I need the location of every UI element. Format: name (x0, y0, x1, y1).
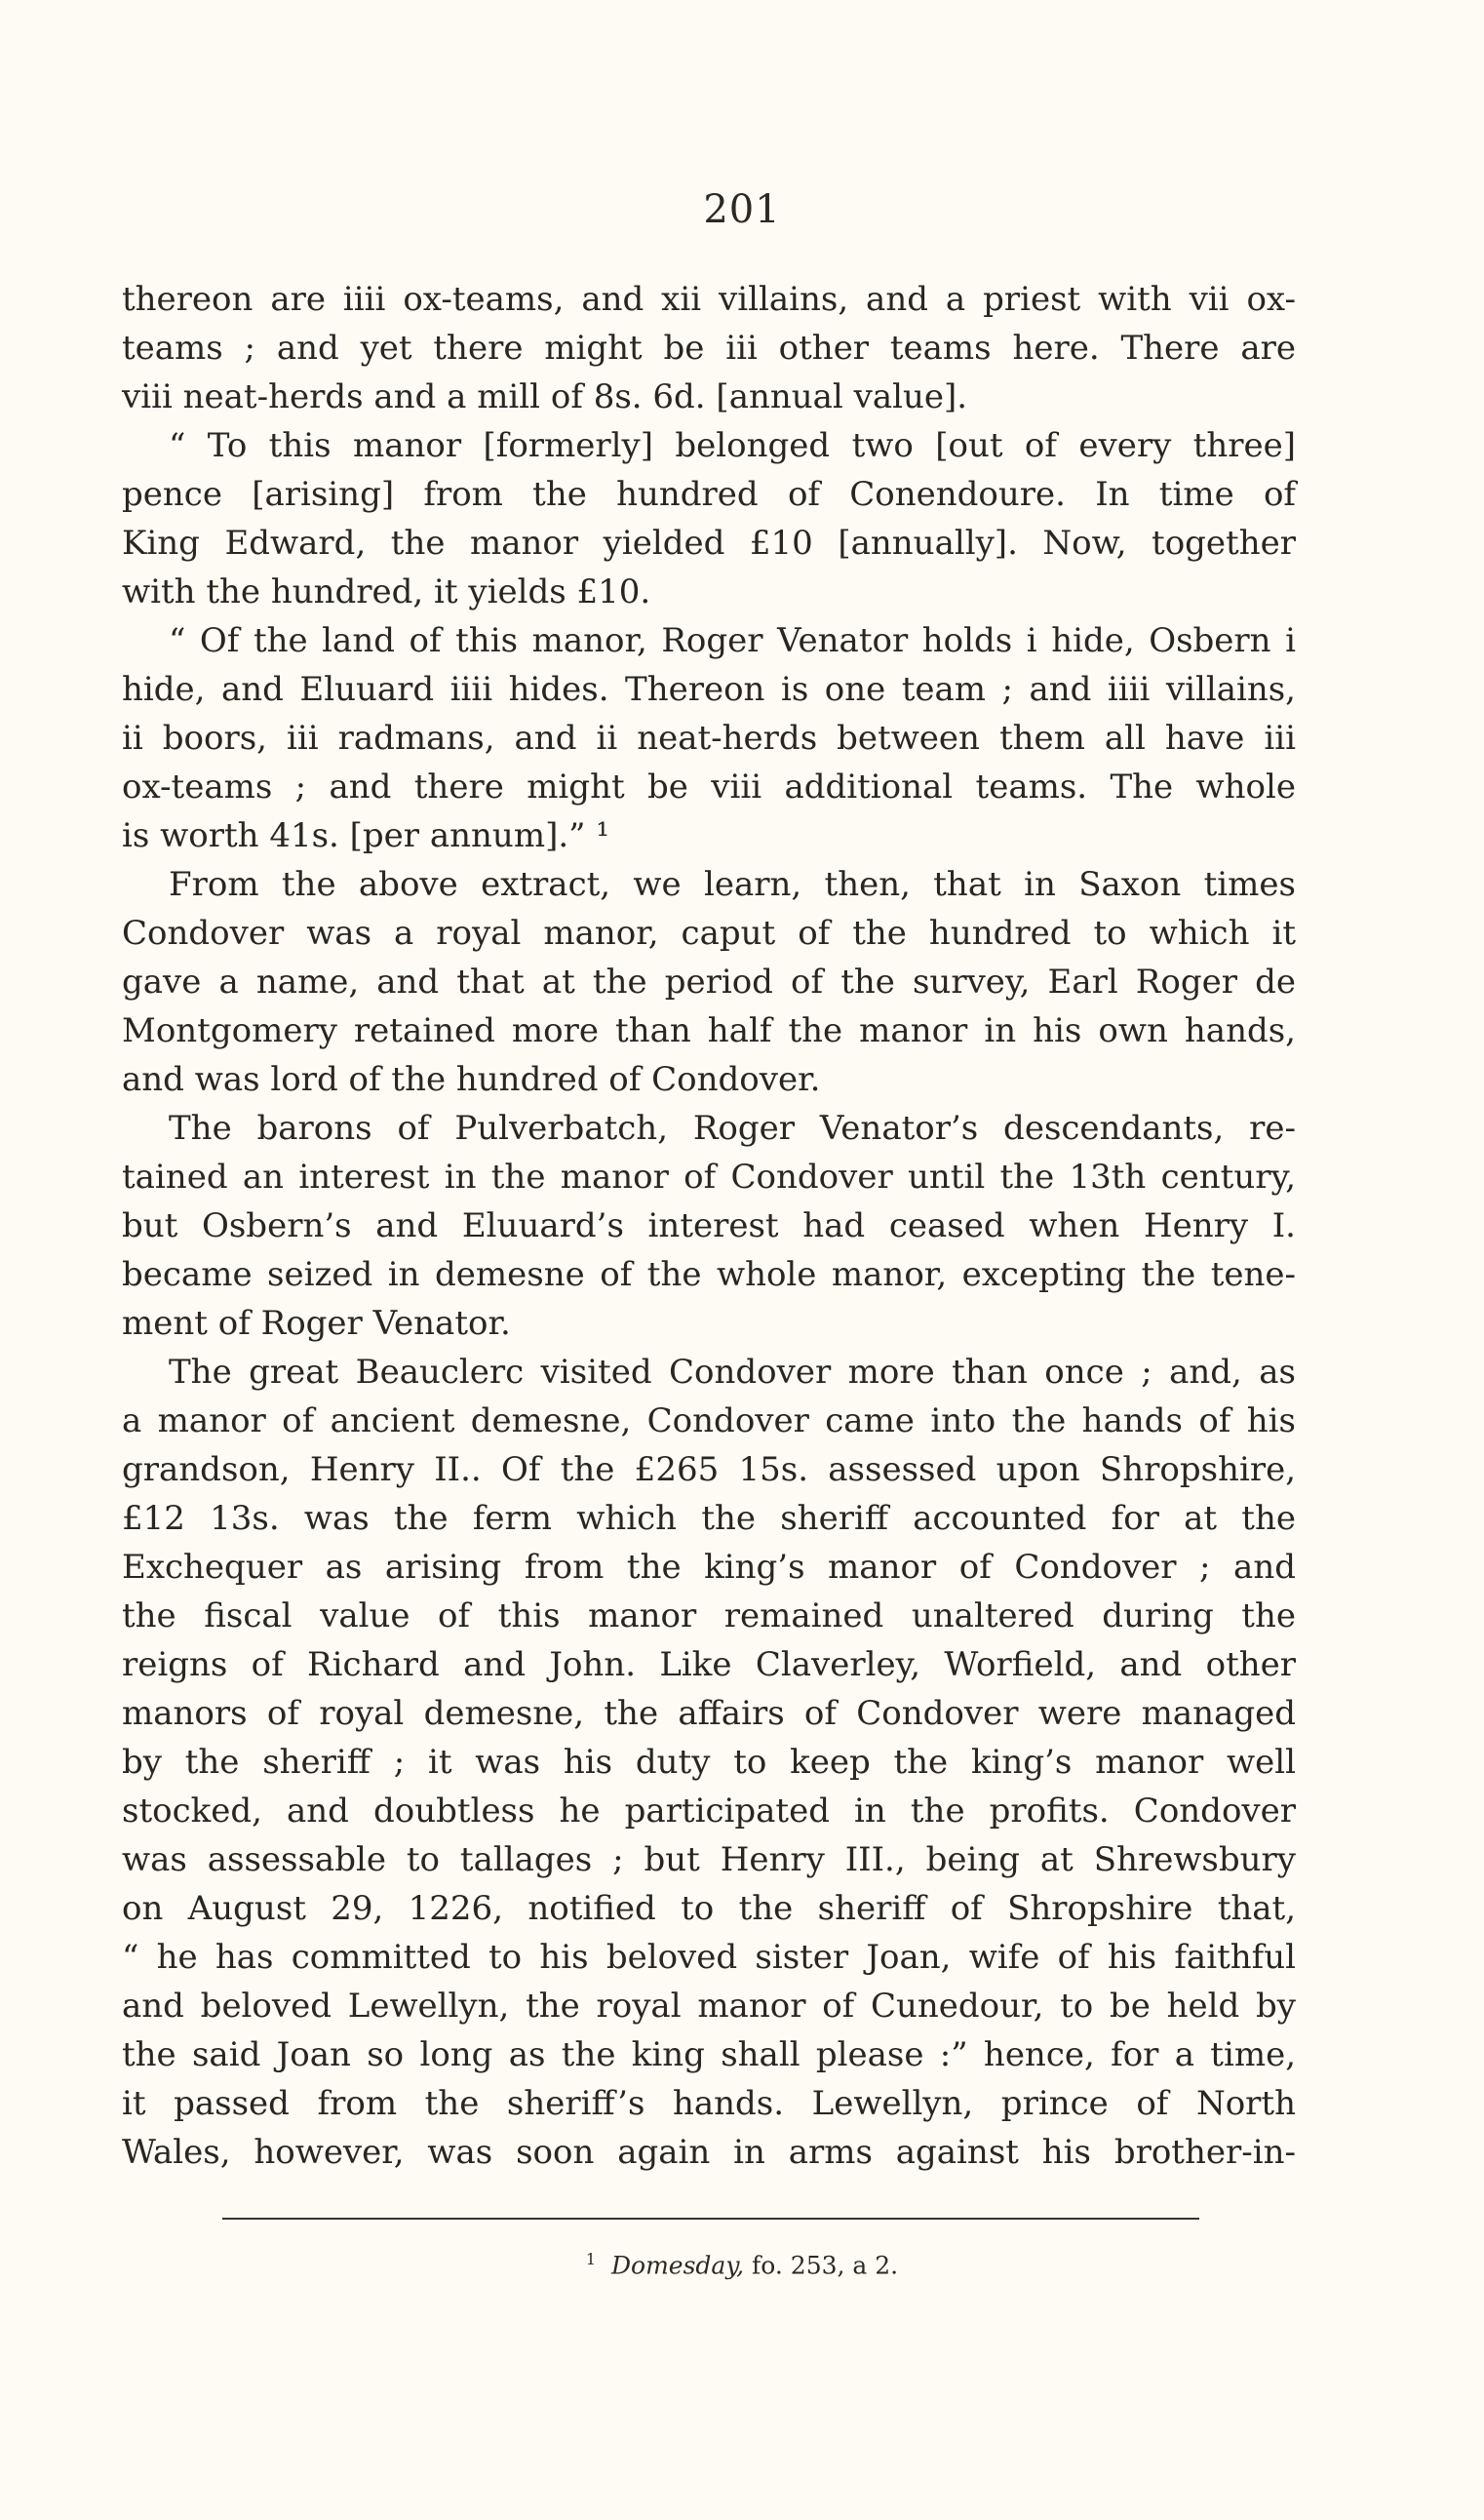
text-line: was assessable to tallages ; but Henry III., being at Shrewsbury (122, 1840, 1296, 1879)
text-line: Wales, however, was soon again in arms against his brother-in- (122, 2133, 1296, 2172)
footnote-mark: 1 (585, 2250, 597, 2268)
text-line: a manor of ancient demesne, Condover came into the hands of his (122, 1401, 1296, 1440)
text-line: teams ; and yet there might be iii other teams here. There are (122, 329, 1296, 368)
text-line: The barons of Pulverbatch, Roger Venator’s descendants, re- (169, 1109, 1296, 1148)
text-line: £12 13s. was the ferm which the sheriff accounted for at the (122, 1499, 1296, 1538)
footnote (0, 2250, 1484, 2279)
footnote-title: Domesday, (611, 2251, 745, 2280)
text-line: King Edward, the manor yielded £10 [annually]. Now, together (122, 524, 1296, 563)
text-line: is worth 41s. [per annum].” ¹ (122, 816, 609, 855)
text-line: became seized in demesne of the whole manor, excepting the tene- (122, 1255, 1296, 1294)
text-line: and beloved Lewellyn, the royal manor of Cunedour, to be held by (122, 1987, 1296, 2026)
text-line: “ Of the land of this manor, Roger Venator holds i hide, Osbern i (169, 621, 1296, 660)
text-line: hide, and Eluuard iiii hides. Thereon is one team ; and iiii villains, (122, 670, 1296, 709)
body-text (122, 275, 1296, 2177)
text-line: The great Beauclerc visited Condover more than once ; and, as (169, 1353, 1296, 1392)
text-line: with the hundred, it yields £10. (122, 572, 651, 611)
text-line: ment of Roger Venator. (122, 1304, 511, 1343)
text-line: tained an interest in the manor of Condover until the 13th century, (122, 1158, 1296, 1197)
text-line: on August 29, 1226, notified to the sheriff of Shropshire that, (122, 1889, 1296, 1928)
text-line: Montgomery retained more than half the manor in his own hands, (122, 1011, 1296, 1050)
text-line: grandson, Henry II.. Of the £265 15s. assessed upon Shropshire, (122, 1450, 1296, 1489)
text-line: thereon are iiii ox-teams, and xii villains, and a priest with vii ox- (122, 280, 1296, 319)
footnote-reference: fo. 253, a 2. (752, 2251, 899, 2280)
text-line: ii boors, iii radmans, and ii neat-herds between them all have iii (122, 719, 1296, 758)
text-line: and was lord of the hundred of Condover. (122, 1060, 821, 1099)
text-line: reigns of Richard and John. Like Claverley, Worfield, and other (122, 1645, 1296, 1684)
text-line: Condover was a royal manor, caput of the hundred to which it (122, 914, 1296, 953)
text-line: “ he has committed to his beloved sister Joan, wife of his faithful (122, 1938, 1296, 1977)
text-line: ox-teams ; and there might be viii additional teams. The whole (122, 768, 1296, 807)
text-line: but Osbern’s and Eluuard’s interest had ceased when Henry I. (122, 1206, 1296, 1245)
text-line: stocked, and doubtless he participated in the profits. Condover (122, 1792, 1296, 1831)
text-line: the said Joan so long as the king shall please :” hence, for a time, (122, 2035, 1296, 2074)
footnote-divider (222, 2218, 1199, 2220)
text-line: gave a name, and that at the period of the survey, Earl Roger de (122, 963, 1296, 1002)
text-line: pence [arising] from the hundred of Conendoure. In time of (122, 475, 1296, 514)
text-line: it passed from the sheriff’s hands. Lewellyn, prince of North (122, 2084, 1296, 2123)
page-number: 201 (703, 187, 781, 232)
text-line: by the sheriff ; it was his duty to keep the king’s manor well (122, 1743, 1296, 1782)
text-line: the fiscal value of this manor remained unaltered during the (122, 1596, 1296, 1635)
text-line: viii neat-herds and a mill of 8s. 6d. [annual value]. (122, 377, 968, 416)
text-line: Exchequer as arising from the king’s manor of Condover ; and (122, 1548, 1296, 1587)
text-line: “ To this manor [formerly] belonged two [out of every three] (169, 426, 1296, 465)
text-line: From the above extract, we learn, then, that in Saxon times (169, 865, 1296, 904)
text-line: manors of royal demesne, the affairs of Condover were managed (122, 1694, 1296, 1733)
